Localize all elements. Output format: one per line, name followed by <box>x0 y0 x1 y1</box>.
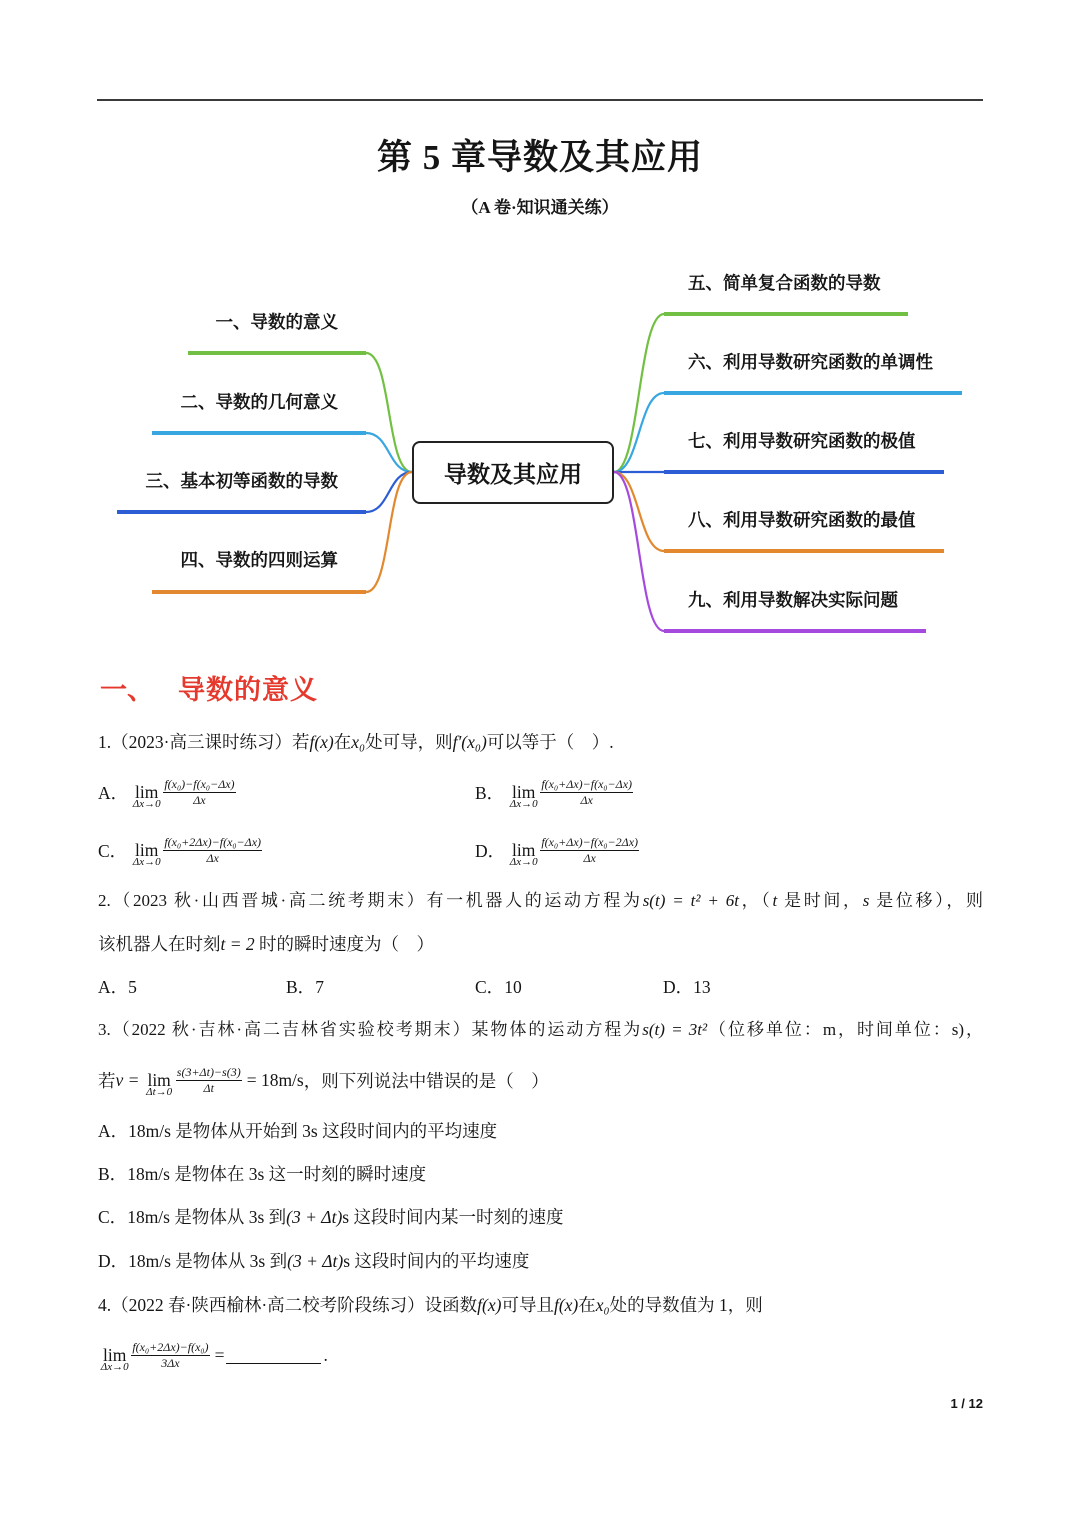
sentence-end: . <box>323 1344 328 1365</box>
limit-operator: lim <box>512 840 536 860</box>
question-1-option-a <box>98 772 236 812</box>
stem-text: 处可导，则 <box>365 732 453 752</box>
section-title: 导数的意义 <box>178 675 318 705</box>
math-expression: (3 + Δt) <box>287 1251 344 1271</box>
question-3-option-c <box>98 1205 563 1229</box>
question-1-option-b <box>475 772 633 812</box>
question-2-stem-line-2 <box>98 932 434 956</box>
option-value: 7 <box>315 977 324 997</box>
stem-text: 是时间， <box>777 891 863 910</box>
fraction-numerator: s(3+Δt)−s(3) <box>176 1064 241 1079</box>
stem-text: 是位移），则 <box>869 891 984 910</box>
option-label: A． <box>98 1121 129 1141</box>
option-label: B． <box>286 977 316 997</box>
equals-sign: = <box>214 1344 225 1365</box>
question-3-option-b <box>98 1162 426 1186</box>
fraction-denominator: Δt <box>203 1080 214 1095</box>
fraction-denominator: Δx <box>193 792 206 807</box>
section-number: 一、 <box>100 675 154 705</box>
mindmap-connectors <box>0 0 1080 660</box>
fraction-denominator: Δx <box>583 850 596 865</box>
option-text: 18m/s 是物体在 3s 这一时刻的瞬时速度 <box>127 1164 427 1184</box>
stem-text: 2.（2023 秋·山西晋城·高二统考期末）有一机器人的运动方程为 <box>98 891 643 910</box>
limit-operator: lim <box>135 782 159 802</box>
fraction-numerator: f(x₀+Δx)−f(x₀−Δx) <box>541 776 633 791</box>
limit <box>132 840 161 868</box>
option-label: A． <box>98 782 129 803</box>
fraction-denominator: Δx <box>206 850 219 865</box>
option-label: D． <box>98 1251 129 1271</box>
page-title: 第 5 章导数及其应用 <box>376 138 703 177</box>
math-expression: x₀ <box>351 732 366 752</box>
fraction-numerator: f(x₀+2Δx)−f(x₀−Δx) <box>164 834 262 849</box>
mindmap-branch-1: 一、导数的意义 <box>215 312 338 332</box>
fraction-numerator: f(x₀+2Δx)−f(x₀) <box>132 1339 209 1354</box>
stem-text: 4.（2022 春·陕西榆林·高二校考阶段练习）设函数 <box>98 1295 478 1315</box>
option-text: 18m/s 是物体从 3s 到 <box>127 1207 287 1227</box>
question-2-option-d <box>663 975 711 999</box>
math-expression: f(x) <box>309 732 334 752</box>
stem-text: 可导且 <box>501 1295 554 1315</box>
stem-text: ，则下列说法中错误的是（ ） <box>303 1070 549 1091</box>
limit-operator: lim <box>135 840 159 860</box>
math-expression: (3 + Δt) <box>286 1207 343 1227</box>
section-heading <box>100 671 500 709</box>
option-value: 13 <box>693 977 711 997</box>
limit-subscript: Δx→0 <box>509 798 538 810</box>
question-1-option-c <box>98 830 262 870</box>
fraction <box>540 835 639 866</box>
mindmap-branch-5: 五、简单复合函数的导数 <box>688 273 881 293</box>
fraction <box>540 777 633 808</box>
limit <box>132 782 161 810</box>
stem-text: 1.（2023·高三课时练习）若 <box>98 732 310 752</box>
math-expression: f(x) <box>477 1295 502 1315</box>
branch-curve-5 <box>614 314 664 472</box>
fraction <box>176 1065 242 1096</box>
option-label: A． <box>98 977 129 997</box>
fraction-denominator: 3Δx <box>161 1355 180 1370</box>
limit-operator: lim <box>512 782 536 802</box>
question-3-option-d <box>98 1249 529 1273</box>
question-3-stem-line-2 <box>98 1060 549 1100</box>
mindmap-branch-8: 八、利用导数研究函数的最值 <box>688 510 916 530</box>
page-subtitle: （A 卷·知识通关练） <box>461 198 619 217</box>
option-text: s 这段时间内的平均速度 <box>343 1251 530 1271</box>
stem-text: 若 <box>98 1070 116 1091</box>
math-expression: = 18m/s <box>246 1069 304 1090</box>
math-variable: s <box>862 891 870 910</box>
question-3-stem-line-1 <box>98 1018 983 1042</box>
limit-operator: lim <box>103 1345 127 1365</box>
math-expression: f(x) <box>553 1295 579 1315</box>
question-2-option-c <box>475 975 522 999</box>
stem-text: 在 <box>333 732 352 752</box>
math-variable: v = <box>115 1069 140 1090</box>
branch-curve-2 <box>366 433 412 472</box>
stem-text: 时的瞬时速度为（ ） <box>254 934 435 954</box>
limit-subscript: Δx→0 <box>132 856 161 868</box>
question-2-option-b <box>286 975 324 999</box>
option-label: D． <box>663 977 694 997</box>
limit-subscript: Δx→0 <box>132 798 161 810</box>
question-4-stem-line-2 <box>98 1335 328 1375</box>
math-expression: s(t) = 3t² <box>642 1020 708 1039</box>
fraction-numerator: f(x₀)−f(x₀−Δx) <box>164 776 235 791</box>
limit-subscript: Δx→0 <box>100 1361 129 1373</box>
stem-text: （位移单位：m，时间单位：s)， <box>707 1020 984 1039</box>
question-2-stem-line-1 <box>98 889 983 913</box>
mindmap-branch-2: 二、导数的几何意义 <box>180 392 338 412</box>
option-text: 18m/s 是物体从 3s 到 <box>128 1251 288 1271</box>
stem-text: ，（ <box>738 891 773 910</box>
option-label: B． <box>98 1164 128 1184</box>
branch-curve-3 <box>366 472 412 512</box>
branch-curve-8 <box>614 472 664 551</box>
limit <box>509 782 538 810</box>
math-variable: t <box>772 891 778 910</box>
math-expression: f′(x₀) <box>452 732 487 752</box>
limit <box>100 1345 129 1373</box>
mindmap-branch-7: 七、利用导数研究函数的极值 <box>688 431 916 451</box>
option-label: B． <box>475 782 505 803</box>
question-2-option-a <box>98 975 137 999</box>
stem-text: 3.（2022 秋·吉林·高二吉林省实验校考期末）某物体的运动方程为 <box>98 1020 643 1039</box>
fraction-denominator: Δx <box>580 792 593 807</box>
option-label: C． <box>98 840 128 861</box>
stem-text: 处的导数值为 1，则 <box>609 1295 763 1315</box>
limit-operator: lim <box>147 1070 171 1090</box>
option-text: s 这段时间内某一时刻的速度 <box>342 1207 564 1227</box>
question-4-stem-line-1 <box>98 1293 763 1317</box>
fraction <box>131 1340 209 1371</box>
mindmap-branch-4: 四、导数的四则运算 <box>180 550 338 570</box>
page-number: 1 / 12 <box>950 1396 983 1411</box>
branch-curve-6 <box>614 393 664 472</box>
question-3-option-a <box>98 1119 497 1143</box>
option-label: D． <box>475 840 506 861</box>
stem-text: 可以等于（ ）. <box>486 732 614 752</box>
option-label: C． <box>98 1207 128 1227</box>
option-label: C． <box>475 977 505 997</box>
question-1-stem <box>98 730 614 754</box>
mindmap-center-node: 导数及其应用 <box>412 441 614 504</box>
limit <box>509 840 538 868</box>
fraction <box>163 777 235 808</box>
limit <box>146 1070 173 1098</box>
stem-text: 在 <box>578 1295 596 1315</box>
option-value: 10 <box>504 977 522 997</box>
branch-curve-9 <box>614 472 664 631</box>
math-expression: x₀ <box>595 1295 610 1315</box>
math-expression: t = 2 <box>220 934 255 954</box>
mindmap-branch-9: 九、利用导数解决实际问题 <box>688 590 898 610</box>
option-value: 5 <box>128 977 137 997</box>
fraction <box>163 835 262 866</box>
mindmap-branch-6: 六、利用导数研究函数的单调性 <box>688 352 933 372</box>
answer-blank <box>226 1352 321 1364</box>
mindmap-branch-3: 三、基本初等函数的导数 <box>145 471 338 491</box>
math-expression: s(t) = t² + 6t <box>642 891 739 910</box>
question-1-option-d <box>475 830 639 870</box>
fraction-numerator: f(x₀+Δx)−f(x₀−2Δx) <box>541 834 639 849</box>
stem-text: 该机器人在时刻 <box>98 934 221 954</box>
limit-subscript: Δx→0 <box>509 856 538 868</box>
option-text: 18m/s 是物体从开始到 3s 这段时间内的平均速度 <box>128 1121 498 1141</box>
limit-subscript: Δt→0 <box>146 1086 173 1098</box>
